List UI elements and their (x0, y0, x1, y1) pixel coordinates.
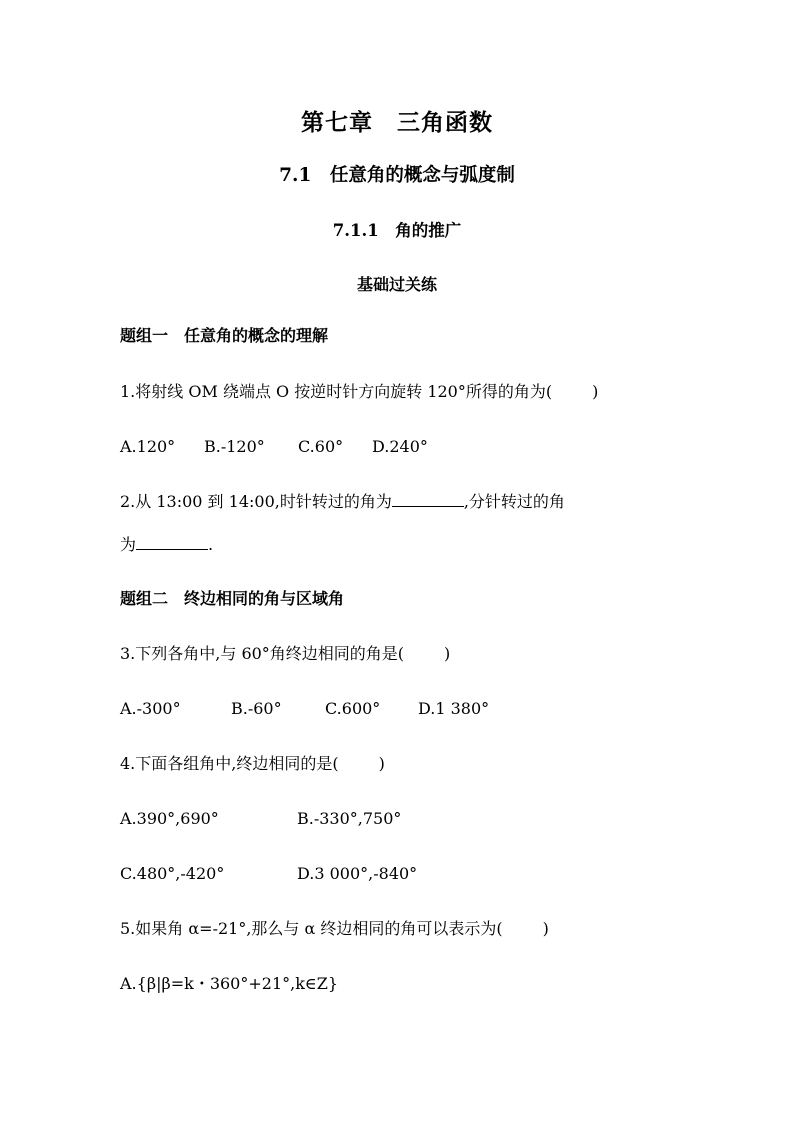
question-4-stem: 4.下面各组角中,终边相同的是( (120, 754, 339, 773)
q4-option-a: A.390°,690° (120, 809, 219, 828)
question-2-text-d: . (208, 535, 214, 554)
q3-option-d: D.1 380° (418, 699, 490, 718)
question-1-options (120, 437, 428, 457)
answer-blank (136, 535, 208, 550)
question-2-text-c: 为 (120, 535, 137, 554)
question-4-options-row-2 (120, 864, 417, 884)
question-4-close: ) (378, 754, 385, 773)
question-1-stem: 1.将射线 OM 绕端点 O 按逆时针方向旋转 120°所得的角为( (120, 382, 553, 401)
q1-option-d: D.240° (372, 437, 428, 456)
question-3-options (120, 699, 489, 719)
group1-title: 题组一 任意角的概念的理解 (120, 326, 329, 345)
section-title: 7.1 任意角的概念与弧度制 (279, 165, 515, 186)
q4-option-b: B.-330°,750° (297, 809, 402, 828)
q5-option-a: A.{β|β=k・360°+21°,k∈Z} (120, 974, 339, 993)
question-3-stem: 3.下列各角中,与 60°角终边相同的角是( (120, 644, 405, 663)
question-2-line-2 (120, 535, 213, 555)
question-5 (120, 919, 549, 939)
question-4 (120, 754, 385, 774)
question-2-line-1 (120, 492, 565, 512)
question-5-close: ) (542, 919, 549, 938)
q1-option-a: A.120° (120, 437, 176, 456)
question-5-stem: 5.如果角 α=-21°,那么与 α 终边相同的角可以表示为( (120, 919, 503, 938)
question-1-close: ) (592, 382, 599, 401)
question-3 (120, 644, 450, 664)
group2-title: 题组二 终边相同的角与区域角 (120, 589, 345, 608)
q3-option-b: B.-60° (231, 699, 282, 718)
answer-blank (392, 492, 464, 507)
chapter-title: 第七章 三角函数 (301, 109, 493, 136)
question-5-options (120, 974, 338, 994)
q3-option-a: A.-300° (120, 699, 181, 718)
q4-option-c: C.480°,-420° (120, 864, 225, 883)
question-2-text-b: ,分针转过的角 (463, 492, 565, 511)
exercise-title: 基础过关练 (356, 275, 437, 294)
q1-option-b: B.-120° (204, 437, 265, 456)
q3-option-c: C.600° (325, 699, 381, 718)
question-3-close: ) (444, 644, 451, 663)
question-4-options-row-1 (120, 809, 401, 829)
q4-option-d: D.3 000°,-840° (297, 864, 418, 883)
question-1 (120, 382, 598, 402)
subsection-title: 7.1.1 角的推广 (332, 221, 462, 240)
question-2-text-a: 2.从 13:00 到 14:00,时针转过的角为 (120, 492, 392, 511)
q1-option-c: C.60° (298, 437, 344, 456)
